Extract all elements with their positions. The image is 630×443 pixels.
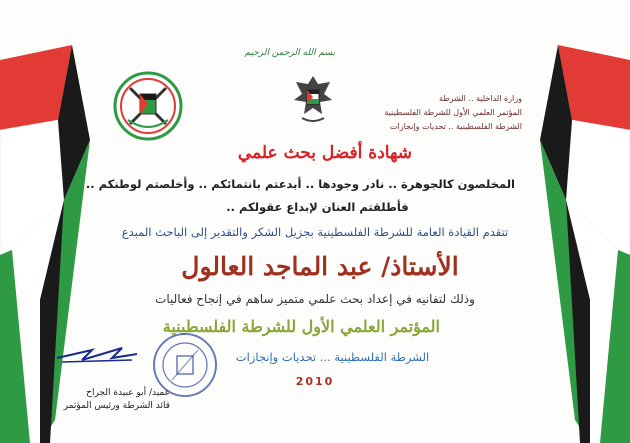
- signer-role: قائد الشرطة ورئيس المؤتمر: [63, 401, 170, 411]
- conference-name: المؤتمر العلمي الأول للشرطة الفلسطينية: [162, 317, 440, 336]
- tribute-line-1: المخلصون كالجوهرة .. نادر وجودها .. أبدعتم بانتمائكم .. وأخلصتم لوطنكم ..: [85, 177, 515, 191]
- ministry-line: الشرطة الفلسطينية .. تحديات وإنجازات: [389, 122, 522, 131]
- thanks-line: تتقدم القيادة العامة للشرطة الفلسطينية بجزيل الشكر والتقدير إلى الباحث المبدع: [121, 225, 509, 239]
- recipient-name: الأستاذ/ عبد الماجد العالول: [181, 252, 459, 281]
- ministry-header: [384, 92, 522, 134]
- police-emblem-icon: [112, 70, 184, 142]
- certificate-year: 2010: [295, 375, 335, 388]
- ministry-line: وزارة الداخلية .. الشرطة: [439, 94, 522, 103]
- ministry-line: المؤتمر العلمي الأول للشرطة الفلسطينية: [384, 108, 522, 117]
- signature-scribble: [52, 340, 142, 370]
- palestine-flag-right: [520, 0, 630, 443]
- signer-name: عميد/ أبو عبيدة الجراح: [86, 388, 170, 398]
- palestine-flag-left: [0, 0, 110, 443]
- eagle-emblem-icon: [288, 70, 338, 130]
- signer-block: [60, 387, 170, 413]
- tribute-line-2: فأطلقتم العنان لإبداع عقولكم ..: [226, 200, 409, 214]
- basmala-text: بسم الله الرحمن الرحيم: [244, 48, 335, 58]
- reason-line: وذلك لتفانيه في إعداد بحث علمي متميز ساهم في إنجاح فعاليات: [155, 292, 475, 306]
- certificate-title: شهادة أفضل بحث علمي: [237, 143, 413, 163]
- conference-subtitle: الشرطة الفلسطينية ... تحديات وإنجازات: [235, 350, 430, 364]
